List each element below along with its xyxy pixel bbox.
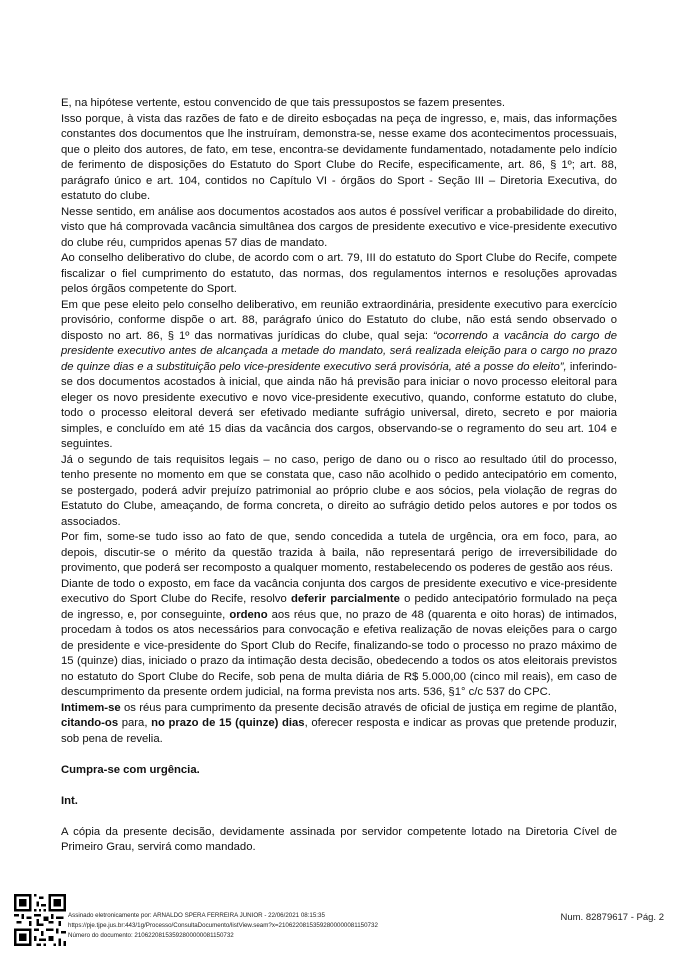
- qr-code-icon: [14, 894, 66, 946]
- bold-term: Cumpra-se com urgência.: [61, 763, 200, 776]
- text-run: inferindo-se dos documentos acostados à inicial, que ainda não há previsão para iniciar o novo processo eleitoral para eleger os novo presidente executivo e novo vice-presidente executivo, quando, conforme estatuto do clube, todo o processo eleitoral deverá ser efetivado mediante sufrágio universal, direto, secreto e por maioria simples, e concluído em até 15 dias da vacância dos cargos, observando-se o regramento do seu art. 104 e seguintes.: [61, 360, 617, 450]
- text-run: , oferecer resposta e indicar as provas que pretende produzir, sob pena de revelia.: [61, 717, 617, 745]
- int-line: [61, 794, 617, 810]
- text-run: os réus para cumprimento da presente decisão através de oficial de justiça em regime de plantão,: [120, 701, 617, 714]
- bold-term: Int.: [61, 794, 78, 807]
- bold-term: deferir parcialmente: [290, 593, 400, 605]
- bold-term: Intimem-se: [61, 701, 121, 714]
- paragraph: [61, 298, 617, 453]
- paragraph: Ao conselho deliberativo do clube, de acordo com o art. 79, III do estatuto do Sport Clube do Recife, compete fiscalizar o fiel cumprimento do estatuto, das normas, dos regulamentos internos e resoluções aprovadas pelos órgãos competente do Sport.: [61, 252, 617, 295]
- paragraph: Nesse sentido, em análise aos documentos acostados aos autos é possível verificar a probabilidade do direito, visto que há comprovada vacância simultânea dos cargos de presidente executivo e vice-presidente executivo do clube réu, cumpridos apenas 57 dias de mandato.: [61, 205, 617, 249]
- signature-footer: [8, 888, 670, 952]
- statute-quote: “ocorrendo a vacância do cargo de presidente executivo antes de alcançada a metade do mandato, será realizada eleição para o cargo no prazo de quinze dias e a substituição pelo vice-presidente executivo será provisória, até a posse do eleito”,: [61, 329, 617, 373]
- document-number: Número do documento: 21062208153592800000081150732: [68, 932, 234, 939]
- signature-line: Assinado eletronicamente por: ARNALDO SPERA FERREIRA JUNIOR - 22/06/2021 08:15:35: [68, 912, 325, 919]
- urgency-line: [61, 763, 617, 779]
- paragraph: Isso porque, à vista das razões de fato e de direito esboçadas na peça de ingresso, e, mais, das informações constantes dos documentos que lhe instruíram, demonstra-se, nesse exame dos acontecimentos processuais, que o pleito dos autores, de fato, em tese, encontra-se devidamente fundamentado, notadamente pelo indício de ferimento de disposições do Estatuto do Sport Clube do Recife, especificamente, art. 86, § 1º; art. 88, parágrafo único e art. 104, contidos no Capítulo VI - órgãos do Sport - Seção III – Diretoria Executiva, do estatuto do clube.: [61, 112, 617, 202]
- paragraph: A cópia da presente decisão, devidamente assinada por servidor competente lotado na Diretoria Cível de Primeiro Grau, servirá como mandado.: [61, 825, 617, 853]
- bold-term: citando-os: [61, 717, 119, 729]
- paragraph: [61, 577, 617, 701]
- text-run: para,: [118, 717, 152, 729]
- paragraph: E, na hipótese vertente, estou convencido de que tais pressupostos se fazem presentes.: [61, 97, 505, 109]
- decision-text: [61, 96, 617, 856]
- document-url[interactable]: https://pje.tjpe.jus.br:443/1g/Processo/ConsultaDocumento/listView.seam?x=21062208153592800000081150732: [68, 922, 378, 929]
- paragraph: Por fim, some-se tudo isso ao fato de que, sendo concedida a tutela de urgência, ora em foco, para, ao depois, discutir-se o mérito da questão trazida à baila, não representará perigo de irreversibilidade do provimento, que poderá ser recomposto a qualquer momento, restabelecendo os poderes de gestão aos réus.: [61, 531, 617, 574]
- paragraph: [61, 701, 617, 748]
- text-run: Diante de todo o exposto, em face da vacância conjunta dos cargos de presidente executivo e vice-presidente executivo do Sport Clube do Recife, resolvo: [61, 577, 617, 605]
- bold-term: no prazo de 15 (quinze) dias: [151, 717, 305, 729]
- page-number: Num. 82879617 - Pág. 2: [560, 912, 664, 923]
- text-run: o pedido antecipatório formulado na peça de ingresso, e, por conseguinte,: [61, 593, 617, 621]
- paragraph: Já o segundo de tais requisitos legais – no caso, perigo de dano ou o risco ao resultado útil do processo, tenho presente no momento em que se constata que, caso não acolhido o pedido antecipatório em comento, se postergado, poderá advir prejuízo patrimonial ao próprio clube e aos sócios, pela violação de regras do Estatuto do Clube, ameaçando, de forma concreta, o direito ao sufrágio detido pelos autores e por todos os associados.: [61, 453, 617, 528]
- text-run: Em que pese eleito pelo conselho deliberativo, em reunião extraordinária, presidente executivo para exercício provisório, conforme dispõe o art. 88, parágrafo único do Estatuto do clube, não está sendo observado o disposto no art. 86, § 1º das normativas jurídicas do clube, qual seja:: [61, 298, 617, 342]
- bold-term: ordeno: [229, 608, 268, 621]
- text-run: aos réus que, no prazo de 48 (quarenta e oito horas) de intimados, procedam à todos os atos necessários para convocação e efetiva realização de novas eleições para o cargo de presidente e vice-presidente do Sport Club do Recife, finalizando-se todo o processo no prazo máximo de 15 (quinze) dias, iniciado o prazo da intimação desta decisão, obedecendo a todos os atos eleitorais previstos no estatuto do Sport Clube do Recife, sob pena de multa diária de R$ 5.000,00 (cinco mil reais), em caso de descumprimento da presente ordem judicial, na forma prevista nos arts. 536, §1° c/c 537 do CPC.: [61, 608, 617, 698]
